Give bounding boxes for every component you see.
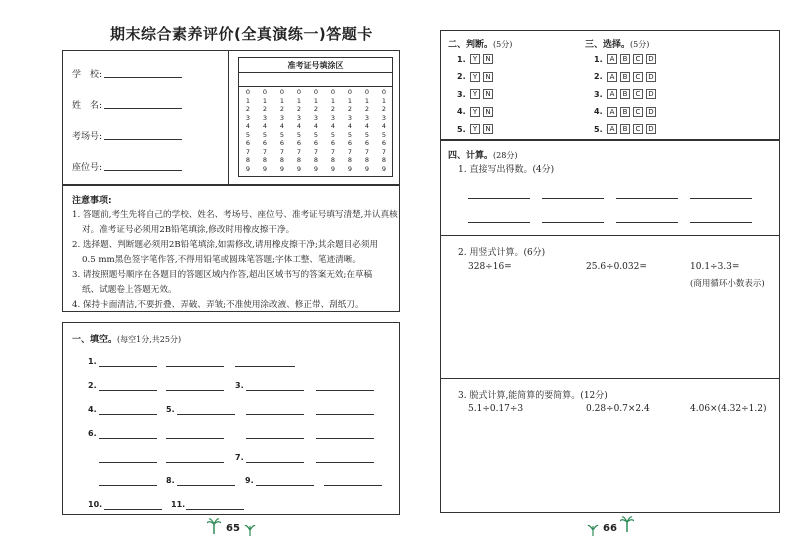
exam-id-digit-column[interactable] xyxy=(346,88,354,173)
fill-blank[interactable] xyxy=(186,509,244,510)
answer-row-number: 1. xyxy=(457,54,466,64)
fill-label-2: 2. xyxy=(88,381,97,390)
calc-note: (28分) xyxy=(493,151,518,160)
answer-row-number: 2. xyxy=(594,72,603,81)
choice-title: 三、选择。 xyxy=(585,40,631,50)
exam-id-digit[interactable]: 3 xyxy=(279,113,285,122)
option-bubble-n[interactable]: N xyxy=(483,124,493,134)
option-bubble-n[interactable]: N xyxy=(483,72,493,82)
exam-id-digit-column[interactable] xyxy=(261,88,269,173)
exam-id-digit[interactable]: 6 xyxy=(245,139,251,147)
calc-title: 四、计算。 xyxy=(448,151,494,161)
exam-id-digit[interactable]: 6 xyxy=(296,139,302,147)
seat-field[interactable] xyxy=(104,170,182,171)
exam-id-digit[interactable]: 2 xyxy=(347,105,353,113)
exam-id-digit[interactable]: 1 xyxy=(279,96,285,105)
fill-blank[interactable] xyxy=(166,366,224,367)
option-bubble-b[interactable]: B xyxy=(620,107,630,117)
exam-id-digit[interactable]: 5 xyxy=(364,130,370,139)
option-bubble-n[interactable]: N xyxy=(483,89,493,99)
exam-id-digit[interactable]: 2 xyxy=(262,105,268,113)
fill-blank[interactable] xyxy=(177,414,235,415)
page-number-left: 65 xyxy=(226,523,240,534)
answer-row xyxy=(457,107,496,118)
exam-id-digit[interactable]: 7 xyxy=(245,147,251,156)
fill-label-10: 10. xyxy=(88,500,103,509)
fill-label-8: 8. xyxy=(166,476,175,485)
option-bubble-a[interactable]: A xyxy=(607,72,617,82)
exam-id-digit[interactable]: 9 xyxy=(279,164,285,173)
answer-card-title: 期末综合素养评价(全真演练一)答题卡 xyxy=(110,25,373,43)
option-bubble-a[interactable]: A xyxy=(607,89,617,99)
exam-id-digit[interactable]: 8 xyxy=(347,156,353,164)
calc-q1-label: 1. 直接写出得数。(4分) xyxy=(458,165,555,175)
calc-q3-work-area[interactable] xyxy=(441,420,779,510)
exam-id-digit[interactable]: 9 xyxy=(313,164,319,173)
exam-id-digit[interactable]: 0 xyxy=(296,88,302,96)
answer-row-number: 4. xyxy=(594,107,603,116)
answer-row xyxy=(457,89,496,100)
exam-id-digit[interactable]: 7 xyxy=(347,147,353,156)
fill-label-6: 6. xyxy=(88,429,97,438)
option-bubble-y[interactable]: Y xyxy=(470,89,480,99)
calc-q3-item: 0.28÷0.7×2.4 xyxy=(586,404,650,414)
answer-row xyxy=(594,124,659,135)
note-line: 3. 请按照题号顺序在各题目的答题区域内作答,超出区域书写的答案无效;在草稿 xyxy=(72,270,373,280)
exam-id-digit[interactable]: 3 xyxy=(262,113,268,122)
answer-row-number: 1. xyxy=(594,54,603,64)
exam-id-digit[interactable]: 5 xyxy=(262,130,268,139)
note-line: 纸、试题卷上答题无效。 xyxy=(82,285,177,295)
note-line: 0.5 mm黑色签字笔作答,不得用铅笔或圆珠笔答题;字体工整、笔迹清晰。 xyxy=(82,255,361,265)
fill-blank[interactable] xyxy=(316,414,374,415)
palm-tree-icon xyxy=(207,518,221,534)
calc-q2-item: 25.6÷0.032= xyxy=(586,262,647,272)
answer-row-number: 2. xyxy=(457,72,466,81)
exam-id-digit[interactable]: 7 xyxy=(381,147,387,156)
exam-id-digit[interactable]: 7 xyxy=(262,147,268,156)
fill-blank[interactable] xyxy=(99,462,157,463)
option-bubble-d[interactable]: D xyxy=(646,89,656,99)
exam-id-digit[interactable]: 0 xyxy=(381,88,387,96)
exam-id-digit-column[interactable] xyxy=(295,88,303,173)
exam-id-digit[interactable]: 2 xyxy=(296,105,302,113)
exam-id-digit[interactable]: 5 xyxy=(347,130,353,139)
option-bubble-c[interactable]: C xyxy=(633,107,643,117)
answer-row xyxy=(457,124,496,135)
fill-blank[interactable] xyxy=(177,485,235,486)
exam-id-digit-column[interactable] xyxy=(278,88,286,173)
answer-row-number: 3. xyxy=(594,89,603,99)
fill-blank[interactable] xyxy=(166,390,224,391)
option-bubble-c[interactable]: C xyxy=(633,54,643,64)
exam-id-digit[interactable]: 4 xyxy=(296,122,302,130)
exam-id-digit[interactable]: 6 xyxy=(381,139,387,147)
exam-id-digit[interactable]: 2 xyxy=(279,105,285,113)
exam-id-digit-column[interactable] xyxy=(244,88,252,173)
option-bubble-b[interactable]: B xyxy=(620,89,630,99)
calc-q2-label: 2. 用竖式计算。(6分) xyxy=(458,248,546,258)
exam-id-digit[interactable]: 7 xyxy=(364,147,370,156)
exam-id-digit[interactable]: 8 xyxy=(381,156,387,164)
exam-id-digit[interactable]: 7 xyxy=(296,147,302,156)
notes-title: 注意事项: xyxy=(72,196,112,206)
exam-id-digit[interactable]: 4 xyxy=(330,122,336,130)
exam-id-digit[interactable]: 4 xyxy=(313,122,319,130)
exam-id-digit[interactable]: 3 xyxy=(245,113,251,122)
exam-id-digit[interactable]: 1 xyxy=(330,96,336,105)
palm-tree-icon xyxy=(620,516,634,532)
fill-blank[interactable] xyxy=(316,462,374,463)
exam-id-digit[interactable]: 9 xyxy=(364,164,370,173)
calc-q2-item: 10.1÷3.3= xyxy=(690,262,740,272)
calc-q3-label: 3. 脱式计算,能简算的要简算。(12分) xyxy=(458,391,608,401)
fill-blank[interactable] xyxy=(104,509,162,510)
exam-id-digit[interactable]: 2 xyxy=(364,105,370,113)
seat-label: 座位号: xyxy=(72,163,103,173)
calc-q2-item: 328÷16= xyxy=(468,262,512,272)
choice-note: (5分) xyxy=(630,40,650,49)
exam-id-digit[interactable]: 2 xyxy=(245,105,251,113)
option-bubble-b[interactable]: B xyxy=(620,54,630,64)
option-bubble-d[interactable]: D xyxy=(646,107,656,117)
exam-id-digit[interactable]: 5 xyxy=(296,130,302,139)
option-bubble-n[interactable]: N xyxy=(483,107,493,117)
exam-id-digit[interactable]: 3 xyxy=(381,113,387,122)
answer-blank[interactable] xyxy=(468,198,530,199)
option-bubble-b[interactable]: B xyxy=(620,72,630,82)
exam-id-digit[interactable]: 4 xyxy=(364,122,370,130)
answer-row xyxy=(594,72,659,83)
exam-id-digit[interactable]: 2 xyxy=(313,105,319,113)
exam-id-digit[interactable]: 1 xyxy=(364,96,370,105)
fill-note: (每空1分,共25分) xyxy=(117,335,182,344)
calc-q3-item: 5.1÷0.17÷3 xyxy=(468,404,524,414)
exam-id-digit[interactable]: 5 xyxy=(330,130,336,139)
answer-row-number: 4. xyxy=(457,107,466,116)
fill-blank[interactable] xyxy=(324,485,382,486)
exam-id-digit[interactable]: 0 xyxy=(279,88,285,96)
exam-id-digit[interactable]: 3 xyxy=(364,113,370,122)
page-number-right: 66 xyxy=(603,523,617,534)
room-field[interactable] xyxy=(104,139,182,140)
answer-row xyxy=(594,107,659,118)
exam-id-digit[interactable]: 0 xyxy=(330,88,336,96)
note-line: 1. 答题前,考生先将自己的学校、姓名、考场号、座位号、准考证号填写清楚,并认真核 xyxy=(72,210,398,220)
exam-id-digit[interactable]: 8 xyxy=(364,156,370,164)
calc-heading xyxy=(448,148,517,161)
fill-label-9: 9. xyxy=(245,476,254,485)
fill-blank[interactable] xyxy=(166,438,224,439)
exam-id-digit[interactable]: 8 xyxy=(262,156,268,164)
exam-id-digit[interactable]: 9 xyxy=(296,164,302,173)
fill-label-11: 11. xyxy=(171,500,186,509)
exam-id-digit[interactable]: 9 xyxy=(381,164,387,173)
exam-id-digit[interactable]: 1 xyxy=(347,96,353,105)
fill-blank[interactable] xyxy=(99,485,157,486)
exam-id-digit[interactable]: 1 xyxy=(262,96,268,105)
exam-id-digit[interactable]: 9 xyxy=(245,164,251,173)
exam-id-digit[interactable]: 5 xyxy=(313,130,319,139)
exam-id-digit[interactable]: 0 xyxy=(245,88,251,96)
exam-id-digit[interactable]: 3 xyxy=(313,113,319,122)
exam-id-digit[interactable]: 7 xyxy=(279,147,285,156)
school-field[interactable] xyxy=(104,77,182,78)
note-line: 2. 选择题、判断题必须用2B铅笔填涂,如需修改,请用橡皮擦干净;其余题目必须用 xyxy=(72,240,379,250)
answer-row-number: 5. xyxy=(594,124,603,134)
answer-row xyxy=(594,54,659,65)
fill-label-1: 1. xyxy=(88,357,97,366)
fill-heading xyxy=(72,332,181,345)
exam-id-digit[interactable]: 6 xyxy=(364,139,370,147)
exam-id-digit[interactable]: 1 xyxy=(296,96,302,105)
option-bubble-a[interactable]: A xyxy=(607,124,617,134)
exam-id-digit[interactable]: 7 xyxy=(330,147,336,156)
exam-id-digit[interactable]: 0 xyxy=(313,88,319,96)
answer-row-number: 3. xyxy=(457,89,466,99)
exam-id-digit-column[interactable] xyxy=(329,88,337,173)
exam-id-digit[interactable]: 9 xyxy=(347,164,353,173)
judge-note: (5分) xyxy=(493,40,513,49)
answer-row xyxy=(457,54,496,65)
exam-id-digit[interactable]: 5 xyxy=(245,130,251,139)
option-bubble-a[interactable]: A xyxy=(607,54,617,64)
school-label: 学 校: xyxy=(72,70,103,80)
exam-id-digit[interactable]: 2 xyxy=(381,105,387,113)
fill-blank[interactable] xyxy=(316,390,374,391)
option-bubble-d[interactable]: D xyxy=(646,72,656,82)
exam-id-digit[interactable]: 8 xyxy=(296,156,302,164)
exam-id-digit-column[interactable] xyxy=(363,88,371,173)
name-field[interactable] xyxy=(104,108,182,109)
calc-q2-work-area[interactable] xyxy=(441,292,779,377)
exam-id-digit[interactable]: 7 xyxy=(313,147,319,156)
exam-id-digit-column[interactable] xyxy=(312,88,320,173)
exam-id-digit[interactable]: 1 xyxy=(313,96,319,105)
fill-blank[interactable] xyxy=(246,462,304,463)
exam-id-digit[interactable]: 1 xyxy=(245,96,251,105)
fill-blank[interactable] xyxy=(256,485,314,486)
exam-id-digit[interactable]: 5 xyxy=(381,130,387,139)
fill-blank[interactable] xyxy=(235,366,295,367)
exam-id-digit[interactable]: 3 xyxy=(330,113,336,122)
answer-blank[interactable] xyxy=(616,198,678,199)
fill-label-4: 4. xyxy=(88,405,97,414)
grass-icon xyxy=(243,520,257,536)
exam-id-digit[interactable]: 6 xyxy=(279,139,285,147)
exam-id-title: 准考证号填涂区 xyxy=(287,61,344,70)
fill-section xyxy=(62,322,400,515)
answer-blank[interactable] xyxy=(542,198,604,199)
fill-blank[interactable] xyxy=(166,462,224,463)
exam-id-digit[interactable]: 8 xyxy=(245,156,251,164)
room-label: 考场号: xyxy=(72,132,103,142)
exam-id-digit[interactable]: 8 xyxy=(330,156,336,164)
grass-icon xyxy=(586,520,600,536)
fill-label-3: 3. xyxy=(235,381,244,390)
name-label: 姓 名: xyxy=(72,101,103,111)
exam-id-digit[interactable]: 4 xyxy=(279,122,285,130)
answer-row xyxy=(457,72,496,83)
note-line: 对。准考证号必须用2B铅笔填涂,修改时用橡皮擦干净。 xyxy=(82,225,295,235)
exam-id-digit[interactable]: 1 xyxy=(381,96,387,105)
option-bubble-d[interactable]: D xyxy=(646,124,656,134)
exam-id-digit[interactable]: 4 xyxy=(347,122,353,130)
option-bubble-a[interactable]: A xyxy=(607,107,617,117)
fill-label-5: 5. xyxy=(166,405,175,414)
exam-id-digit[interactable]: 6 xyxy=(262,139,268,147)
exam-id-digit[interactable]: 3 xyxy=(347,113,353,122)
calc-q3-item: 4.06×(4.32÷1.2) xyxy=(690,404,767,414)
fill-blank[interactable] xyxy=(246,414,304,415)
exam-id-digit[interactable]: 6 xyxy=(347,139,353,147)
option-bubble-y[interactable]: Y xyxy=(470,72,480,82)
answer-row-number: 5. xyxy=(457,124,466,134)
fill-title: 一、填空。 xyxy=(72,335,118,345)
fill-label-7: 7. xyxy=(235,453,244,462)
answer-blank[interactable] xyxy=(616,222,678,223)
option-bubble-b[interactable]: B xyxy=(620,124,630,134)
answer-row xyxy=(594,89,659,100)
fill-blank[interactable] xyxy=(246,390,304,391)
option-bubble-y[interactable]: Y xyxy=(470,107,480,117)
fill-blank[interactable] xyxy=(99,390,157,391)
option-bubble-c[interactable]: C xyxy=(633,89,643,99)
judge-title: 二、判断。 xyxy=(448,40,494,50)
exam-id-digit[interactable]: 6 xyxy=(313,139,319,147)
exam-id-digit[interactable]: 8 xyxy=(279,156,285,164)
fill-blank[interactable] xyxy=(316,438,374,439)
answer-blank[interactable] xyxy=(468,222,530,223)
note-line: 4. 保持卡面清洁,不要折叠、弄破、弄皱;不准使用涂改液、修正带、刮纸刀。 xyxy=(72,300,364,310)
exam-id-digit[interactable]: 9 xyxy=(262,164,268,173)
exam-id-digit[interactable]: 6 xyxy=(330,139,336,147)
exam-id-digit[interactable]: 9 xyxy=(330,164,336,173)
exam-id-digit[interactable]: 3 xyxy=(296,113,302,122)
judge-heading xyxy=(448,37,512,50)
fill-blank[interactable] xyxy=(99,366,157,367)
exam-id-digit[interactable]: 0 xyxy=(347,88,353,96)
fill-blank[interactable] xyxy=(246,438,304,439)
option-bubble-y[interactable]: Y xyxy=(470,124,480,134)
answer-blank[interactable] xyxy=(690,222,752,223)
exam-id-digit[interactable]: 4 xyxy=(381,122,387,130)
exam-id-digit[interactable]: 8 xyxy=(313,156,319,164)
option-bubble-c[interactable]: C xyxy=(633,72,643,82)
exam-id-digit[interactable]: 0 xyxy=(262,88,268,96)
fill-blank[interactable] xyxy=(99,414,157,415)
option-bubble-n[interactable]: N xyxy=(483,54,493,64)
exam-id-digit[interactable]: 0 xyxy=(364,88,370,96)
answer-blank[interactable] xyxy=(542,222,604,223)
exam-id-digit[interactable]: 4 xyxy=(262,122,268,130)
option-bubble-y[interactable]: Y xyxy=(470,54,480,64)
exam-id-digit[interactable]: 5 xyxy=(279,130,285,139)
option-bubble-d[interactable]: D xyxy=(646,54,656,64)
answer-blank[interactable] xyxy=(690,198,752,199)
calc-q2-hint: (商用循环小数表示) xyxy=(690,279,765,289)
option-bubble-c[interactable]: C xyxy=(633,124,643,134)
fill-blank[interactable] xyxy=(99,438,157,439)
exam-id-digit[interactable]: 4 xyxy=(245,122,251,130)
exam-id-digit-column[interactable] xyxy=(380,88,388,173)
choice-heading xyxy=(585,37,649,50)
exam-id-digit[interactable]: 2 xyxy=(330,105,336,113)
